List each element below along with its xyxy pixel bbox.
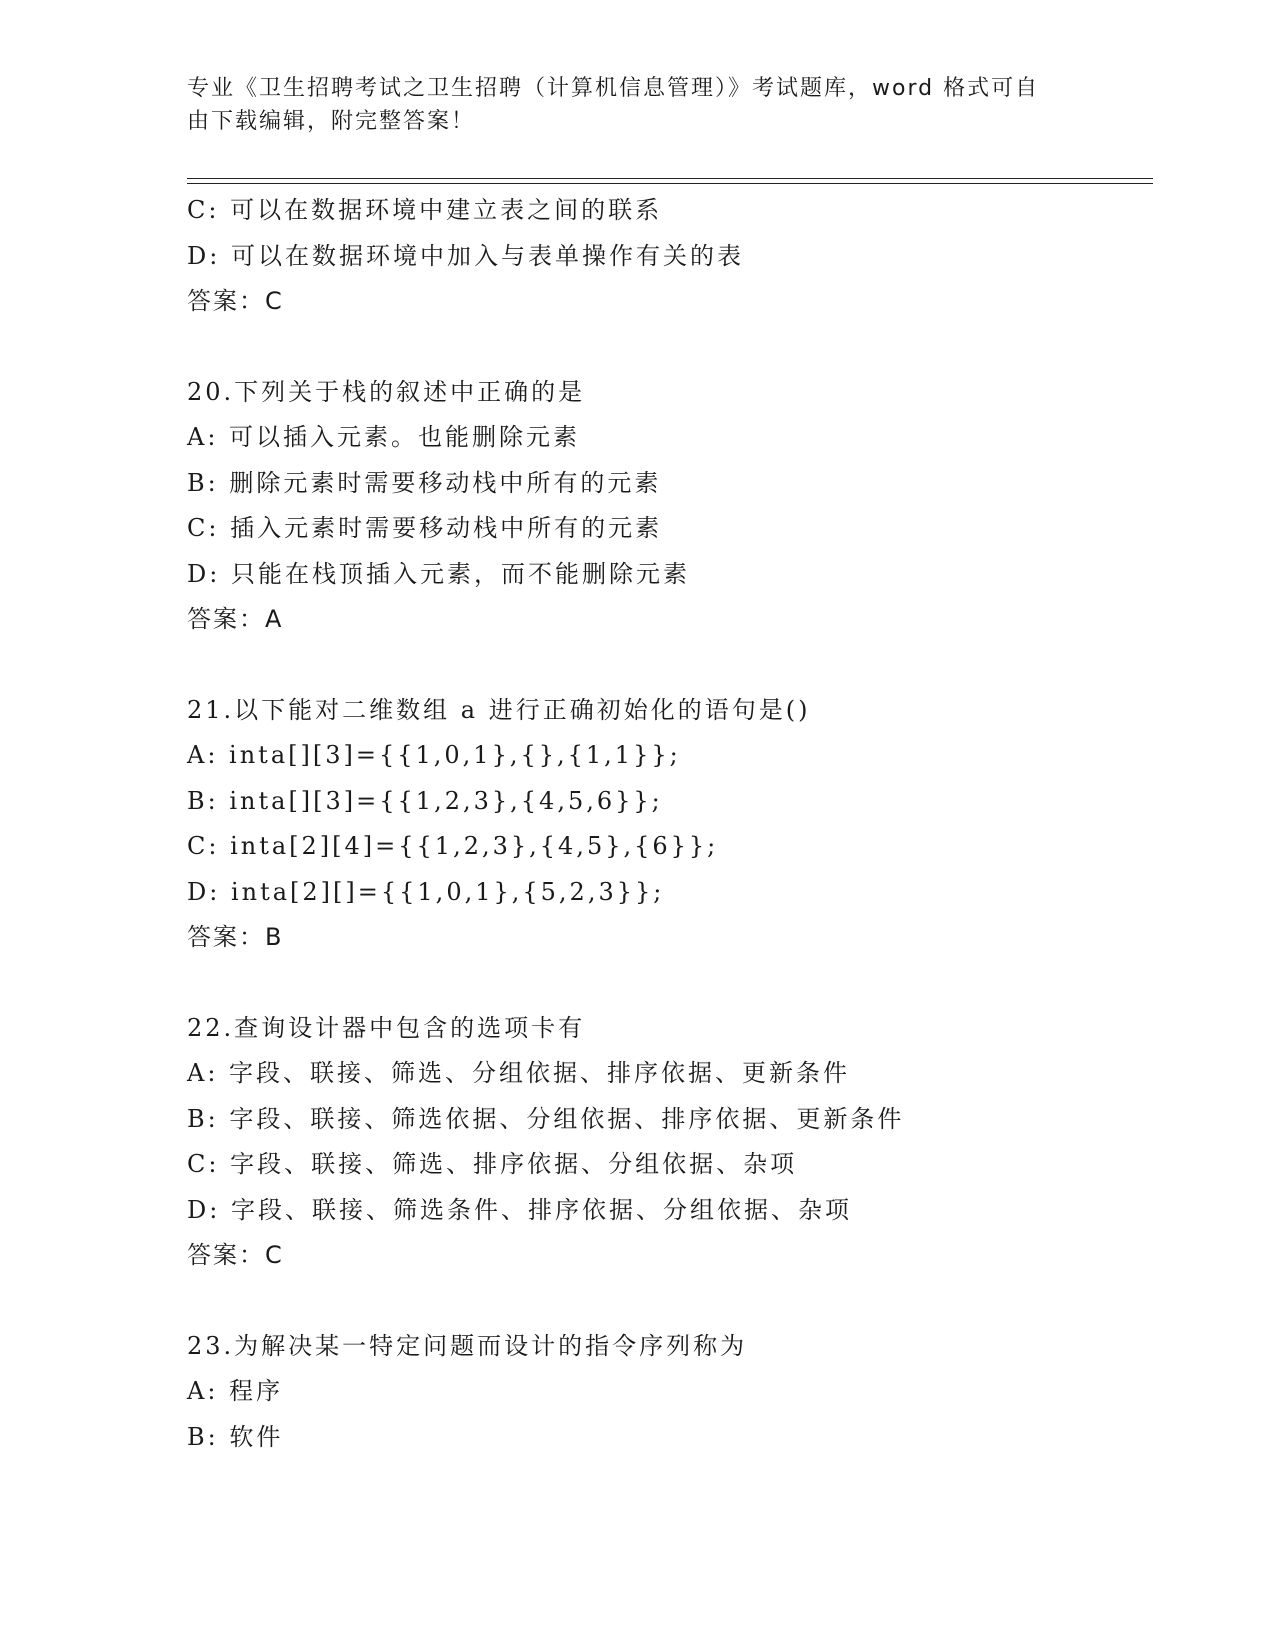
option-b: B: inta[][3]={{1,2,3},{4,5,6}}; <box>187 786 663 815</box>
option-c: C: 插入元素时需要移动栈中所有的元素 <box>187 514 663 542</box>
spacer <box>187 961 1153 1006</box>
option-d: D: 只能在栈顶插入元素，而不能删除元素 <box>187 559 690 588</box>
header-divider <box>187 178 1153 184</box>
question-21 <box>187 688 1153 961</box>
option-a: A: 字段、联接、筛选、分组依据、排序依据、更新条件 <box>187 1059 851 1087</box>
option-d: D: 可以在数据环境中加入与表单操作有关的表 <box>187 241 744 270</box>
question-19 <box>187 188 1153 325</box>
option-c: C: 可以在数据环境中建立表之间的联系 <box>187 196 663 224</box>
option-a: A: 程序 <box>187 1377 284 1405</box>
option-c: C: 字段、联接、筛选、排序依据、分组依据、杂项 <box>187 1150 798 1178</box>
option-a: A: 可以插入元素。也能删除元素 <box>187 423 581 451</box>
option-b: B: 删除元素时需要移动栈中所有的元素 <box>187 468 662 497</box>
answer: 答案：B <box>187 923 284 951</box>
spacer <box>187 643 1153 688</box>
question-title: 21.以下能对二维数组 a 进行正确初始化的语句是() <box>187 695 811 724</box>
option-b: B: 字段、联接、筛选依据、分组依据、排序依据、更新条件 <box>187 1104 905 1133</box>
answer: 答案：C <box>187 287 284 315</box>
question-title: 23.为解决某一特定问题而设计的指令序列称为 <box>187 1331 748 1360</box>
header-line-2: 由下载编辑，附完整答案！ <box>187 109 476 134</box>
option-d: D: inta[2][]={{1,0,1},{5,2,3}}; <box>187 877 665 906</box>
option-b: B: 软件 <box>187 1422 284 1451</box>
document-header <box>187 72 1067 138</box>
question-22 <box>187 1006 1153 1279</box>
question-title: 22.查询设计器中包含的选项卡有 <box>187 1013 586 1042</box>
option-d: D: 字段、联接、筛选条件、排序依据、分组依据、杂项 <box>187 1195 852 1224</box>
option-a: A: inta[][3]={{1,0,1},{},{1,1}}; <box>187 741 681 769</box>
question-list <box>187 188 1153 1460</box>
answer: 答案：C <box>187 1241 284 1269</box>
answer: 答案：A <box>187 605 284 633</box>
spacer <box>187 1279 1153 1324</box>
question-title: 20.下列关于栈的叙述中正确的是 <box>187 377 586 406</box>
question-23 <box>187 1324 1153 1461</box>
option-c: C: inta[2][4]={{1,2,3},{4,5},{6}}; <box>187 832 719 860</box>
question-20 <box>187 370 1153 643</box>
spacer <box>187 325 1153 370</box>
header-line-1: 专业《卫生招聘考试之卫生招聘（计算机信息管理）》考试题库，word 格式可自 <box>187 76 1040 101</box>
